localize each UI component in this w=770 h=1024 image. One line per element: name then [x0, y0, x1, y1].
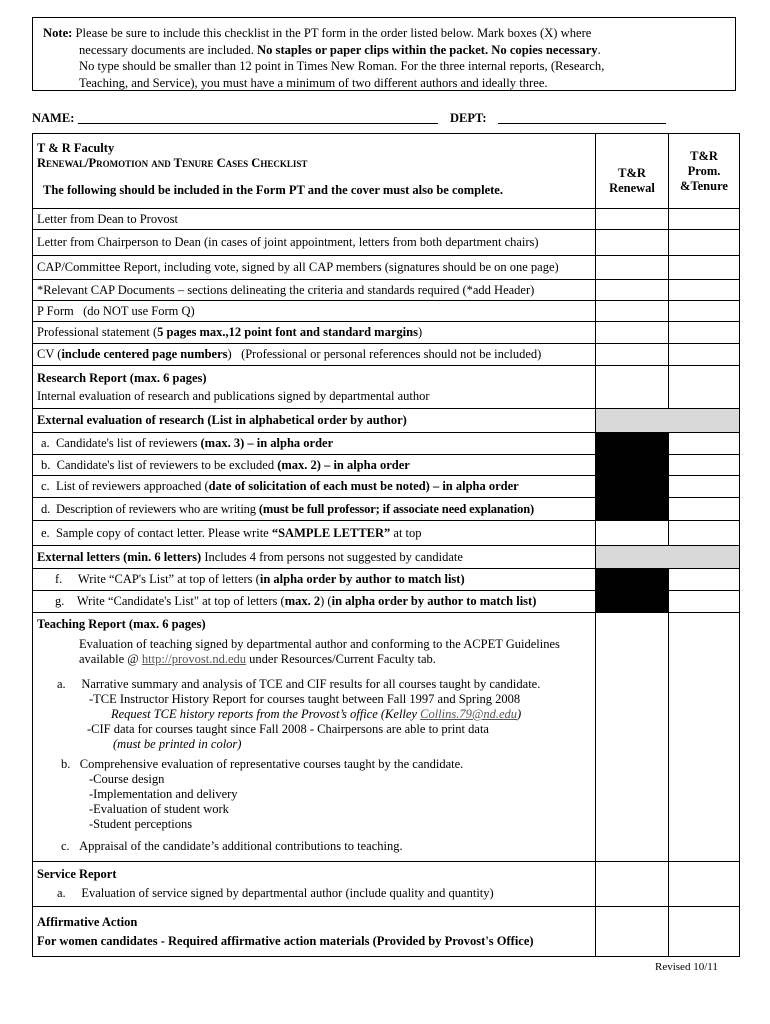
col-tenure-line2: Prom. — [687, 163, 721, 178]
teaching-title: Teaching Report (max. 6 pages) — [37, 617, 206, 631]
header-cell — [33, 134, 596, 209]
item-letter: c. — [61, 839, 70, 853]
text-bold: (must be full professor; if associate need explanation) — [258, 501, 535, 516]
tenure-checkbox[interactable] — [669, 344, 740, 366]
row-chair-letter — [33, 230, 740, 256]
tenure-checkbox[interactable] — [669, 591, 740, 613]
note-line-3: No type should be smaller than 12 point in Times New Roman. For the three internal reports, (Research, — [79, 59, 605, 73]
renewal-checkbox[interactable] — [596, 907, 669, 957]
name-field[interactable] — [78, 123, 438, 124]
teaching-b-3: -Implementation and delivery — [89, 787, 238, 801]
row-cap-documents — [33, 280, 740, 301]
service-title: Service Report — [37, 867, 117, 881]
note-line-2a: necessary documents are included. — [79, 42, 257, 57]
renewal-checkbox[interactable] — [596, 521, 669, 546]
renewal-checkbox[interactable] — [596, 256, 669, 280]
row-label: P Form (do NOT use Form Q) — [33, 301, 596, 322]
teaching-a-3 — [37, 707, 591, 722]
row-ext-b — [33, 455, 740, 476]
row-ext-e — [33, 521, 740, 546]
teaching-a-4: -CIF data for courses taught since Fall 2008 - Chairpersons are able to print data — [87, 722, 489, 736]
row-affirmative-action — [33, 907, 740, 957]
text: Appraisal of the candidate’s additional contributions to teaching. — [79, 839, 403, 853]
row-label — [33, 433, 596, 455]
row-label: Letter from Chairperson to Dean (in cases of joint appointment, letters from both department chairs) — [33, 230, 596, 256]
tenure-checkbox[interactable] — [669, 301, 740, 322]
teaching-p2 — [37, 652, 591, 667]
aa-title: Affirmative Action — [37, 914, 138, 929]
text: ) — [417, 325, 423, 339]
row-label — [33, 455, 596, 476]
row-label — [33, 591, 596, 613]
research-title: Research Report (max. 6 pages) — [37, 370, 207, 385]
text: at top — [390, 525, 422, 540]
col-renewal-line1: T&R — [618, 166, 646, 180]
tenure-checkbox[interactable] — [669, 498, 740, 521]
text: CV ( — [37, 347, 62, 361]
col-renewal-line2: Renewal — [609, 181, 655, 195]
tenure-checkbox[interactable] — [669, 256, 740, 280]
row-label — [33, 498, 596, 521]
text: ) — [517, 707, 522, 721]
text-bold: (max. 2) – in alpha order — [277, 457, 410, 472]
tenure-checkbox[interactable] — [669, 366, 740, 409]
tenure-checkbox[interactable] — [669, 613, 740, 862]
teaching-item-b — [37, 757, 591, 772]
teaching-p1: Evaluation of teaching signed by departmental author and conforming to the ACPET Guidelines — [79, 637, 560, 651]
item-letter: a. — [57, 886, 66, 900]
note-line-2c: . — [597, 42, 601, 57]
name-label: NAME: — [32, 111, 75, 125]
blacked-cell — [596, 591, 669, 613]
text: Includes 4 from persons not suggested by candidate — [201, 549, 463, 564]
renewal-checkbox[interactable] — [596, 862, 669, 907]
text: Write “CAP's List” at top of letters ( — [77, 572, 260, 586]
row-label — [33, 613, 596, 862]
teaching-b-2: -Course design — [89, 772, 165, 786]
text-bold: max. 2 — [284, 594, 321, 608]
text: Candidate's list of reviewers to be excluded — [56, 457, 278, 472]
row-ext-d — [33, 498, 740, 521]
blacked-cell — [596, 498, 669, 521]
teaching-b-4: -Evaluation of student work — [89, 802, 229, 816]
service-item-a — [37, 886, 591, 901]
header-row — [33, 134, 740, 209]
blacked-cell — [596, 476, 669, 498]
teaching-a-2: -TCE Instructor History Report for courses taught between Fall 1997 and Spring 2008 — [89, 692, 521, 706]
text-bold: in alpha order by author to match list) — [259, 572, 465, 586]
row-external-letters — [33, 546, 740, 569]
name-dept-row — [32, 111, 736, 129]
text: Sample copy of contact letter. Please write — [55, 525, 272, 540]
aa-text: For women candidates - Required affirmative action materials (Provided by Provost's Office) — [37, 933, 534, 948]
row-ext-g — [33, 591, 740, 613]
blacked-cell — [596, 433, 669, 455]
tenure-checkbox[interactable] — [669, 455, 740, 476]
row-service-report — [33, 862, 740, 907]
tenure-checkbox[interactable] — [669, 209, 740, 230]
item-letter: b. — [41, 457, 51, 472]
text-bold: date of solicitation of each must be noted) – in alpha order — [208, 479, 519, 493]
row-research-report — [33, 366, 740, 409]
renewal-checkbox[interactable] — [596, 322, 669, 344]
note-line-2b: No staples or paper clips within the packet. No copies necessary — [257, 42, 598, 57]
row-label — [33, 366, 596, 409]
row-label — [33, 322, 596, 344]
row-label: Letter from Dean to Provost — [33, 209, 596, 230]
row-label — [33, 907, 596, 957]
tenure-checkbox[interactable] — [669, 476, 740, 498]
note-line-4: Teaching, and Service), you must have a minimum of two different authors and ideally three. — [79, 75, 548, 90]
tenure-checkbox[interactable] — [669, 907, 740, 957]
row-ext-c — [33, 476, 740, 498]
revision-note: Revised 10/11 — [655, 961, 718, 973]
text: Candidate's list of reviewers — [55, 436, 201, 450]
row-label — [33, 344, 596, 366]
text: available @ — [79, 652, 142, 666]
email-link[interactable]: Collins.79@nd.edu — [420, 707, 518, 721]
note-label: Note: — [43, 26, 73, 40]
text-bold: include centered page numbers — [61, 347, 228, 361]
item-letter: e. — [41, 525, 50, 540]
renewal-checkbox[interactable] — [596, 209, 669, 230]
text-bold: (max. 3) – in alpha order — [200, 436, 334, 450]
row-label — [33, 476, 596, 498]
row-label — [33, 569, 596, 591]
text: ) ( — [320, 594, 332, 608]
teaching-b-5: -Student perceptions — [89, 817, 193, 831]
text-bold: 5 pages max.,12 point font and standard margins — [157, 325, 418, 339]
row-label — [33, 862, 596, 907]
text-bold: in alpha order by author to match list) — [331, 594, 537, 608]
col-tenure-line1: T&R — [690, 148, 718, 163]
checklist-table — [32, 133, 740, 957]
header-subtitle: Renewal/Promotion and Tenure Cases Checklist — [37, 156, 308, 170]
text: Request TCE history reports from the Provost’s office (Kelley — [111, 707, 421, 721]
item-letter: c. — [41, 479, 50, 493]
tenure-checkbox[interactable] — [669, 862, 740, 907]
teaching-item-a — [37, 677, 591, 692]
note-line-1: Please be sure to include this checklist in the PT form in the order listed below. Mark boxes (X) where — [75, 26, 592, 40]
renewal-checkbox[interactable] — [596, 280, 669, 301]
row-p-form — [33, 301, 740, 322]
item-letter: a. — [57, 677, 66, 691]
row-cap-report — [33, 256, 740, 280]
row-label — [33, 521, 596, 546]
tenure-checkbox[interactable] — [669, 521, 740, 546]
item-letter: b. — [61, 757, 71, 771]
text: Evaluation of service signed by departmental author (include quality and quantity) — [81, 886, 494, 900]
row-ext-a — [33, 433, 740, 455]
blacked-cell — [596, 455, 669, 476]
tenure-checkbox[interactable] — [669, 322, 740, 344]
row-dean-letter — [33, 209, 740, 230]
row-external-evaluation — [33, 409, 740, 433]
row-professional-statement — [33, 322, 740, 344]
header-instruction: The following should be included in the Form PT and the cover must also be complete. — [43, 183, 503, 197]
row-label: External evaluation of research (List in alphabetical order by author) — [33, 409, 596, 433]
shaded-cell — [596, 409, 740, 433]
renewal-checkbox[interactable] — [596, 366, 669, 409]
shaded-cell — [596, 546, 740, 569]
blacked-cell — [596, 569, 669, 591]
research-text: Internal evaluation of research and publications signed by departmental author — [37, 388, 430, 403]
row-cv — [33, 344, 740, 366]
tenure-checkbox[interactable] — [669, 433, 740, 455]
row-teaching-report — [33, 613, 740, 862]
text-bold: “SAMPLE LETTER” — [271, 525, 391, 540]
row-label: CAP/Committee Report, including vote, signed by all CAP members (signatures should be on one page) — [33, 256, 596, 280]
tenure-checkbox[interactable] — [669, 280, 740, 301]
dept-field[interactable] — [498, 123, 666, 124]
dept-label: DEPT: — [450, 111, 487, 125]
text: Comprehensive evaluation of representative courses taught by the candidate. — [79, 757, 464, 771]
col-tenure-header — [669, 134, 740, 209]
item-letter: d. — [41, 501, 51, 516]
item-letter: a. — [41, 436, 50, 450]
row-label — [33, 546, 596, 569]
item-letter: g. — [55, 594, 65, 608]
note-box — [32, 17, 736, 91]
text: Description of reviewers who are writing — [56, 501, 259, 516]
teaching-a-5: (must be printed in color) — [113, 737, 242, 751]
text: Write “Candidate's List" at top of letters ( — [76, 594, 285, 608]
col-renewal-header — [596, 134, 669, 209]
text: List of reviewers approached ( — [55, 479, 209, 493]
renewal-checkbox[interactable] — [596, 301, 669, 322]
renewal-checkbox[interactable] — [596, 230, 669, 256]
header-title: T & R Faculty — [37, 141, 115, 155]
row-ext-f — [33, 569, 740, 591]
tenure-checkbox[interactable] — [669, 569, 740, 591]
renewal-checkbox[interactable] — [596, 344, 669, 366]
provost-link[interactable]: http://provost.nd.edu — [141, 652, 247, 666]
text: Narrative summary and analysis of TCE and CIF results for all courses taught by candidate. — [81, 677, 541, 691]
col-tenure-line3: &Tenure — [680, 178, 728, 193]
text: Professional statement ( — [37, 325, 158, 339]
text-bold: External letters (min. 6 letters) — [37, 549, 202, 564]
text: under Resources/Current Faculty tab. — [246, 652, 436, 666]
teaching-item-c — [37, 839, 591, 854]
item-letter: f. — [55, 572, 63, 586]
renewal-checkbox[interactable] — [596, 613, 669, 862]
tenure-checkbox[interactable] — [669, 230, 740, 256]
text: ) (Professional or personal references should not be included) — [227, 347, 542, 361]
row-label: *Relevant CAP Documents – sections delineating the criteria and standards required (*add Header) — [33, 280, 596, 301]
